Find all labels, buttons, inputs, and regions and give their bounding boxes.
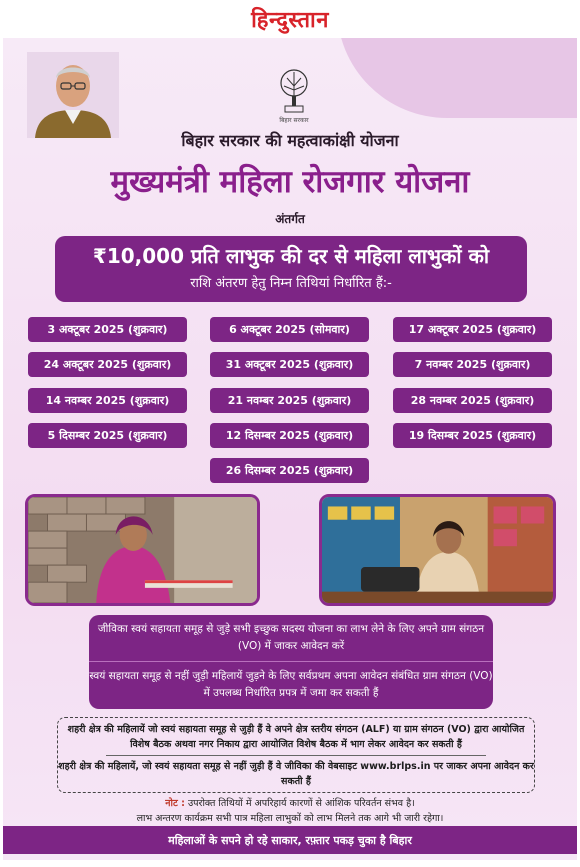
date-chip: 3 अक्टूबर 2025 (शुक्रवार) <box>28 317 187 342</box>
banner-line-1: ₹10,000 प्रति लाभुक की दर से महिला लाभुकों को <box>92 244 490 268</box>
transfer-amount-banner <box>55 236 527 302</box>
divider <box>106 755 486 756</box>
chief-minister-portrait <box>27 52 119 138</box>
note-label: नोट : <box>165 798 185 809</box>
emblem-caption: बिहार सरकार <box>279 117 309 124</box>
scheme-subtitle: बिहार सरकार की महत्वाकांक्षी योजना <box>181 131 399 150</box>
bodhi-tree-emblem-icon <box>279 68 309 118</box>
urban-instructions-box <box>57 717 535 793</box>
woman-tailoring-photo <box>319 494 556 606</box>
newspaper-masthead <box>0 0 580 38</box>
date-chip: 7 नवम्बर 2025 (शुक्रवार) <box>393 352 552 377</box>
advertisement-panel <box>3 38 577 860</box>
date-chip: 24 अक्टूबर 2025 (शुक्रवार) <box>28 352 187 377</box>
date-chip: 17 अक्टूबर 2025 (शुक्रवार) <box>393 317 552 342</box>
date-chip: 5 दिसम्बर 2025 (शुक्रवार) <box>28 423 187 448</box>
date-chip: 6 अक्टूबर 2025 (सोमवार) <box>210 317 369 342</box>
date-chip: 21 नवम्बर 2025 (शुक्रवार) <box>210 388 369 413</box>
decorative-wave <box>337 38 577 118</box>
urban-members-instruction: शहरी क्षेत्र की महिलायें जो स्वयं सहायता समूह से जुड़ी हैं वे अपने क्षेत्र स्तरीय संगठन (ALF) या ग्राम संगठन (VO) द्वारा आयोजित विशेष बैठक अथवा नगर निकाय द्वारा आयोजित विशेष बैठक में भाग लेकर आवेदन कर सकती हैं <box>67 724 525 750</box>
date-chip: 12 दिसम्बर 2025 (शुक्रवार) <box>210 423 369 448</box>
date-chip: 14 नवम्बर 2025 (शुक्रवार) <box>28 388 187 413</box>
jeevika-members-instruction: जीविका स्वयं सहायता समूह से जुड़े सभी इच्छुक सदस्य योजना का लाभ लेने के लिए अपने ग्राम संगठन (VO) में जाकर आवेदन करें <box>89 615 493 661</box>
urban-non-members-instruction: शहरी क्षेत्र की महिलायें, जो स्वयं सहायता समूह से नहीं जुड़ी हैं वे जीविका की वेबसाइट www.brlps.in पर जाकर अपना आवेदन कर सकती हैं <box>58 761 534 787</box>
note-block <box>3 796 577 826</box>
date-chip: 19 दिसम्बर 2025 (शुक्रवार) <box>393 423 552 448</box>
banner-line-2: राशि अंतरण हेतु निम्न तिथियां निर्धारित हैं:- <box>190 276 392 291</box>
note-line-2: लाभ अन्तरण कार्यक्रम सभी पात्र महिला लाभुकों को लाभ मिलने तक आगे भी जारी रहेगा। <box>136 813 444 824</box>
masthead-title: हिन्दुस्तान <box>251 7 329 33</box>
date-chip: 26 दिसम्बर 2025 (शुक्रवार) <box>210 458 369 483</box>
woman-weaving-photo <box>25 494 260 606</box>
scheme-title: मुख्यमंत्री महिला रोजगार योजना <box>110 164 470 200</box>
under-label: अंतर्गत <box>275 212 305 226</box>
non-members-instruction: स्वयं सहायता समूह से नहीं जुड़ी महिलायें जुड़ने के लिए सर्वप्रथम अपना आवेदन संबंधित ग्राम संगठन (VO) में उपलब्ध निर्धारित प्रपत्र में जमा कर सकती हैं <box>89 661 493 709</box>
date-chip: 28 नवम्बर 2025 (शुक्रवार) <box>393 388 552 413</box>
note-line-1: उपरोक्त तिथियों में अपरिहार्य कारणों से आंशिक परिवर्तन संभव है। <box>187 798 415 809</box>
footer-slogan: महिलाओं के सपने हो रहे साकार, रफ़्तार पकड़ चुका है बिहार <box>3 826 577 854</box>
date-chip: 31 अक्टूबर 2025 (शुक्रवार) <box>210 352 369 377</box>
